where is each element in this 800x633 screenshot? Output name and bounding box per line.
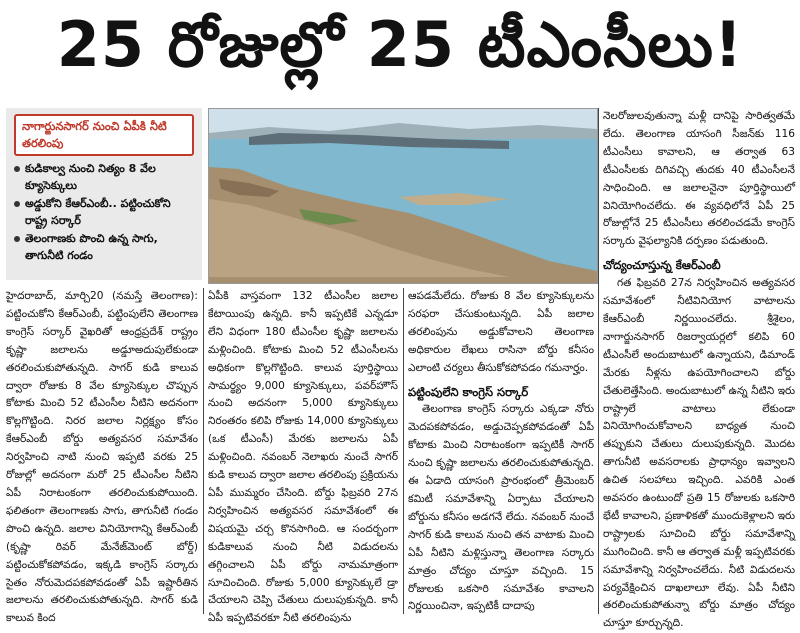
article-column-2 bbox=[208, 288, 398, 625]
article-column-1 bbox=[6, 288, 198, 625]
highlight-item: అడ్డుకోని కేఆర్‌ఎంబీ.. పట్టించుకోని రాష్ట్ర సర్కార్‌ bbox=[14, 195, 194, 229]
highlight-item: కుడికాల్వ నుంచి నిత్యం 8 వేల క్యూసెక్కులు bbox=[14, 160, 194, 194]
highlight-item: తెలంగాణకు పొంచి ఉన్న సాగు, తాగునీటి గండం bbox=[14, 230, 194, 264]
article-paragraph: తెలంగాణ కాంగ్రెస్‌ సర్కారు ఎక్కడా నోరు మెదపకపోవడం, అడ్డుచెప్పకపోవడంతో ఏపీ కోటాకు మించి నిరాటంకంగా ఇప్పటికీ సాగర్‌ నుంచి కృష్ణా జలాలను తరలించుకుపోతున్నది. ఈ ఏడాది యాసంగి ప్రారంభంలో త్రీమెంబర్‌ కమిటీ సమావేశాన్ని ఏర్పాటు చేయాలని బోర్డును కనీసం అడగనే లేదు. నవంబర్‌ నుంచే సాగర్‌ కుడి కాలువ నుంచి తన వాటాకు మించి ఏపీ నీటిని మళ్లిస్తున్నా తెలంగాణ సర్కారు మాత్రం చోద్యం చూస్తూ వచ్చింది. 15 రోజులకు ఒకసారి సమావేశం కావాలని నిర్ణయించినా, ఇప్పటికీ దాదాపు bbox=[408, 403, 594, 613]
article-column-4 bbox=[603, 108, 795, 630]
nagarjunasagar-reservoir-photo bbox=[208, 108, 598, 284]
subheading-congress-sarkar: పట్టింపులేని కాంగ్రెస్‌ సర్కార్‌ bbox=[408, 384, 529, 399]
column-rule bbox=[598, 108, 599, 614]
highlights-title: నాగార్జునసాగర్‌ నుంచి ఏపీకి నీటి తరలింపు bbox=[14, 114, 194, 156]
article-paragraph: ఆపడమేలేదు. రోజుకు 8 వేల క్యూసెక్కులను సరఫరా చేసుకుంటున్నది. ఏపీ జలాల తరలింపును అడ్డుకోవాలని తెలంగాణ అధికారుల లేఖలు రాసినా బోర్డు కనీసం ఎలాంటి చర్యలు తీసుకోకపోవడం గమనార్హం. bbox=[408, 290, 594, 374]
highlights-box bbox=[6, 108, 202, 280]
column-rule bbox=[403, 288, 404, 614]
article-paragraph: గత ఫిబ్రవరి 27న నిర్వహించిన అత్యవసర సమావేశంలో నీటివినియోగ వాటాలను కేఆర్‌ఎంబీ నిర్ణయించలేదు. శ్రీశైలం, నాగార్జునసాగర్‌ రిజర్వాయర్లలో కలిపి 60 టీఎంసీలే అందుబాటులో ఉన్నాయని, డిమాండ్‌ మేరకు నీళ్లను ఉపయోగించాలని బోర్డు చేతులెత్తేసింది. అందుబాటులో ఉన్న నీటిని ఇరు రాష్ట్రాలే వాటాలు లేకుండా వినియోగించుకోవాలని బాధ్యత నుంచి తప్పుకుని చేతులు దులుపుకున్నది. మొదట తాగునీటి అవసరాలకు ప్రాధాన్యం ఇవ్వాలని ఉచిత సలహాలు ఇచ్చింది. ఎవరికి ఎంత అవసరం ఉంటుందో ప్రతి 15 రోజులకు ఒకసారి భేటీ కావాలని, ప్రణాళికతో ముందుకెళ్లాలని ఇరు రాష్ట్రాలకు సూచించి బోర్డు సమావేశాన్ని ముగించింది. కానీ ఆ తర్వాత మళ్లీ ఇప్పటివరకు సమావేశాన్ని నిర్వహించలేదు. నీటి విడుదలను పర్యవేక్షించిన దాఖలాలూ లేవు. ఏపీ నీటిని తరలించుకుపోతున్నా బోర్డు మాత్రం చోద్యం చూస్తూ కూర్చున్నది. bbox=[603, 277, 795, 630]
headline: 25 రోజుల్లో 25 టీఎంసీలు! bbox=[56, 8, 744, 81]
column-rule bbox=[203, 288, 204, 614]
article-paragraph: హైదరాబాద్‌, మార్చి20 (నమస్తే తెలంగాణ): పట్టించుకోని కేఆర్‌ఎంబీ, పట్టింపులేని తెలంగాణ కాంగ్రెస్‌ సర్కార్‌ వైఖరితో ఆంధ్రప్రదేశ్‌ రాష్ట్రం కృష్ణా జలాలను అడ్డూఅదుపులేకుండా తరలించుకుపోతున్నది. సాగర్‌ కుడి కాలువ ద్వారా రోజుకు 8 వేల క్యూసెక్కుల చొప్పున కోటాకు మించి 52 టీఎంసీల నీటిని అదనంగా కొల్లగొట్టింది. నిరర జలాల నిర్లక్ష్యం కోసం కేఆర్‌ఎంబీ బోర్డు అత్యవసర సమావేశం నిర్వహించి నాటి నుంచి ఇప్పటి వరకు 25 రోజుల్లో అదనంగా మరో 25 టీఎంసీల నీటిని ఏపీ నిరాటంకంగా తరలించుకుపోయింది. ఫలితంగా తెలంగాణకు సాగు, తాగునీటి గండం పొంచి ఉన్నది. జలాల వినియోగాన్ని కేఆర్‌ఎంబీ (కృష్ణా రివర్‌ మేనేజ్‌మెంట్‌ బోర్డ్‌) పట్టించుకోకపోవడం, ఇక్కడి కాంగ్రెస్‌ సర్కారు సైతం నోరుమెదపకపోవడంతో ఏపీ ఇష్టారీతిన జలాలను తరలించుకుపోతున్నది. సాగర్‌ కుడి కాలువ కింద bbox=[6, 290, 198, 625]
article-paragraph: ఏపీకి వాస్తవంగా 132 టీఎంసీల జలాల కేటాయింపు ఉన్నది. కానీ ఇప్పటికే ఎన్నడూ లేని విధంగా 180 టీఎంసీల కృష్ణా జలాలను మళ్లించింది. కోటాకు మించి 52 టీఎంసీలను అధికంగా కొల్లగొట్టింది. కాలువ పూర్తిస్థాయి సామర్థ్యం 9,000 క్యూసెక్కులు, పవర్‌హౌస్‌ నుంచి అదనంగా 5,000 క్యూసెక్కులు నిరంతరం కలిపి రోజుకు 14,000 క్యూసెక్కులు (ఒక టీఎంసీ) మేరకు జలాలను ఏపీ మళ్లించింది. నవంబర్‌ నెలాఖరు నుంచే సాగర్‌ కుడి కాలువ ద్వారా జలాల తరలింపు ప్రక్రియను ఏపీ ముమ్మరం చేసింది. బోర్డు ఫిబ్రవరి 27న నిర్వహించిన అత్యవసర సమావేశంలో ఈ విషయమై చర్చ కొనసాగింది. ఆ సందర్భంగా కుడికాలువ నుంచి నీటి విడుదలను తగ్గించాలని ఏపీ బోర్డు నామమాత్రంగా సూచించింది. రోజుకు 5,000 క్యూసెక్కులే డ్రా చేయాలని చెప్పి చేతులు దులుపుకున్నది. కానీ ఏపీ ఇప్పటివరకూ నీటి తరలింపును bbox=[208, 290, 398, 625]
subheading-krmb: చోద్యంచూస్తున్న కేఆర్‌ఎంబీ bbox=[603, 258, 721, 273]
article-paragraph: నెలరోజులవుతున్నా మళ్లీ దానిపై సారిత్వతమే లేదు. తెలంగాణ యాసంగి సీజన్‌కు 116 టీఎంసీలు కావాలని, ఆ తర్వాత 63 టీఎంసీలకు దిగివచ్చి తుదకు 40 టీఎంసీలనే సాధించింది. ఆ జలాలనైనా పూర్తిస్థాయిలో వినియోగించలేదు. ఈ వ్యవధిలోనే ఏపీ 25 రోజుల్లోనే 25 టీఎంసీలు తరలించడమే కాంగ్రెస్‌ సర్కారు వైఫల్యానికి దర్పణం పడుతుంది. bbox=[603, 110, 795, 248]
highlights-list bbox=[6, 160, 202, 264]
article-column-3 bbox=[408, 288, 594, 614]
